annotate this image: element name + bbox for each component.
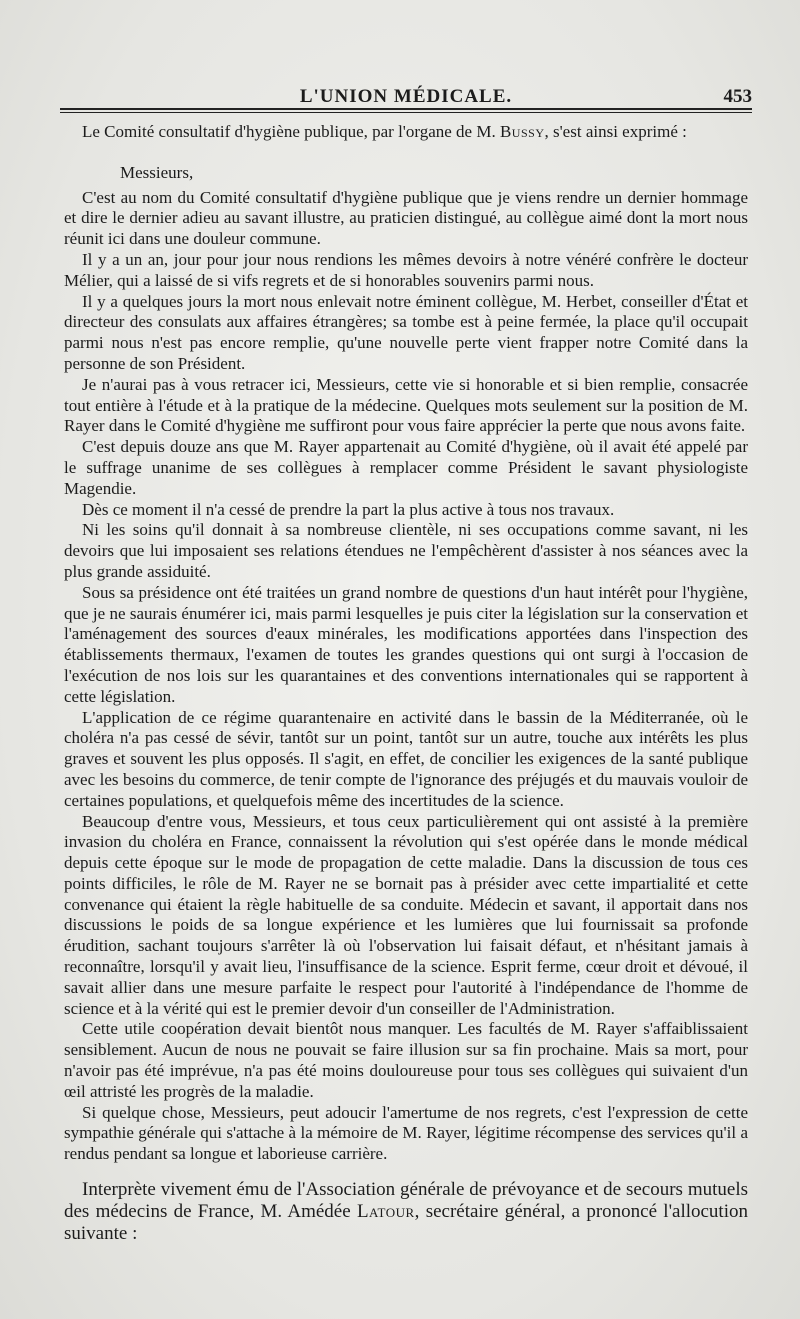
header-rule-thin bbox=[60, 112, 752, 113]
paragraph: Il y a un an, jour pour jour nous rendions les mêmes devoirs à notre vénéré confrère le docteur Mélier, qui a laissé de si vifs regrets et de si honorables souvenirs parmi nous. bbox=[64, 249, 748, 290]
header-rule-thick bbox=[60, 108, 752, 110]
page-number: 453 bbox=[723, 86, 752, 107]
paragraph: Dès ce moment il n'a cessé de prendre la part la plus active à tous nos travaux. bbox=[82, 499, 615, 519]
paragraph: Si quelque chose, Messieurs, peut adoucir l'amertume de nos regrets, c'est l'expression de cette sympathie générale qui s'attache à la mémoire de M. Rayer, légitime récompense des services qu'il a rendus pendant sa longue et laborieuse carrière. bbox=[64, 1102, 748, 1164]
paragraph: Sous sa présidence ont été traitées un grand nombre de questions d'un haut intérêt pour l'hygiène, que je ne saurais énumérer ici, mais parmi lesquelles je puis citer la législation sur la conservation et l'aménagement des sources d'eaux minérales, les modifications apportées dans l'inspection des établissements thermaux, l'examen de toutes les grandes questions qui ont surgi à l'occasion de l'exécution de nos lois sur les quarantaines et des conventions internationales qui se rapportent à cette législation. bbox=[64, 582, 748, 706]
running-header bbox=[60, 78, 752, 108]
paragraph: Il y a quelques jours la mort nous enlevait notre éminent collègue, M. Herbet, conseiller d'État et directeur des consulats aux affaires étrangères; sa tombe est à peine fermée, la place qu'il occupait parmi nous n'est pas encore remplie, qu'une nouvelle perte vient frapper notre Comité dans la personne de son Président. bbox=[64, 291, 748, 373]
paragraph: C'est depuis douze ans que M. Rayer appartenait au Comité d'hygiène, où il avait été appelé par le suffrage unanime de ses collègues à remplacer comme Président le savant physiologiste Magendie. bbox=[64, 437, 748, 498]
intro-text-after: , s'est ainsi exprimé : bbox=[544, 122, 687, 141]
closing-section bbox=[64, 1179, 748, 1245]
paragraph: Beaucoup d'entre vous, Messieurs, et tous ceux particulièrement qui ont assisté à la première invasion du choléra en France, connaissent la révolution qui s'est opérée dans le monde médical depuis cette époque sur le mode de propagation de cette maladie. Dans la discussion de tous ces points difficiles, le rôle de M. Rayer ne se bornait pas à présider avec cette impartialité et cette convenance qui étaient la règle habituelle de sa conduite. Médecin et savant, il apportait dans nos discussions le poids de sa longue expérience et les lumières que lui fournissait sa profonde érudition, sachant toujours s'arrêter là où l'observation lui faisait défaut, et n'hésitant jamais à reconnaître, lorsqu'il y avait lieu, l'insuffisance de la science. Esprit ferme, cœur droit et dévoué, il savait allier dans une mesure parfaite le respect pour l'autorité à l'indépendance de l'homme de science et à la vérité qui est le premier devoir d'un conseiller de l'Administration. bbox=[64, 811, 748, 1018]
intro-paragraph bbox=[64, 122, 748, 143]
salutation: Messieurs, bbox=[120, 162, 194, 182]
body-text bbox=[64, 122, 748, 1245]
paragraph: C'est au nom du Comité consultatif d'hygiène publique que je viens rendre un dernier hommage et dire le dernier adieu au savant illustre, au praticien distingué, au collègue aimé dont la mort nous réunit ici dans une douleur commune. bbox=[64, 187, 748, 249]
speaker-name: Bussy bbox=[499, 122, 545, 141]
secretary-name: Latour bbox=[356, 1201, 415, 1223]
closing-paragraph bbox=[64, 1179, 748, 1245]
paragraph: Cette utile coopération devait bientôt nous manquer. Les facultés de M. Rayer s'affaiblissaient sensiblement. Aucun de nous ne pouvait se faire illusion sur sa fin prochaine. Mais sa mort, pour n'avoir pas été imprévue, n'a pas été moins douloureuse pour tous ses collègues qui suivaient d'un œil attristé les progrès de la maladie. bbox=[64, 1019, 748, 1101]
journal-title: L'UNION MÉDICALE. bbox=[299, 86, 513, 107]
closing-text-before: Interprète vivement ému de l'Association générale de prévoyance et de secours mutuels des médecins de France, M. Amédée bbox=[64, 1179, 748, 1223]
section-gap bbox=[64, 1165, 748, 1179]
paragraph: Ni les soins qu'il donnait à sa nombreuse clientèle, ni ses occupations comme savant, ni les devoirs que lui imposaient ses relations étendues ne l'empêchèrent d'assister à nos séances avec la plus grande assiduité. bbox=[64, 520, 748, 581]
paragraph: L'application de ce régime quarantenaire en activité dans le bassin de la Méditerranée, où le choléra n'a pas cessé de sévir, tantôt sur un point, tantôt sur un autre, touche aux intérêts les plus graves et souvent les plus opposés. Il s'agit, en effet, de concilier les exigences de la santé publique avec les besoins du commerce, de tenir compte de l'ignorance des préjugés et du mauvais vouloir de certaines populations, et quelquefois même des incertitudes de la science. bbox=[64, 707, 748, 810]
intro-text-before: Le Comité consultatif d'hygiène publique, par l'organe de M. bbox=[82, 122, 500, 141]
closing-text-after: , secrétaire général, a prononcé l'allocution suivante : bbox=[64, 1201, 748, 1245]
paragraph: Je n'aurai pas à vous retracer ici, Messieurs, cette vie si honorable et si bien remplie, consacrée tout entière à l'étude et à la pratique de la médecine. Quelques mots seulement sur la position de M. Rayer dans le Comité d'hygiène me suffiront pour vous faire apprécier la perte que nous avons faite. bbox=[64, 374, 748, 436]
